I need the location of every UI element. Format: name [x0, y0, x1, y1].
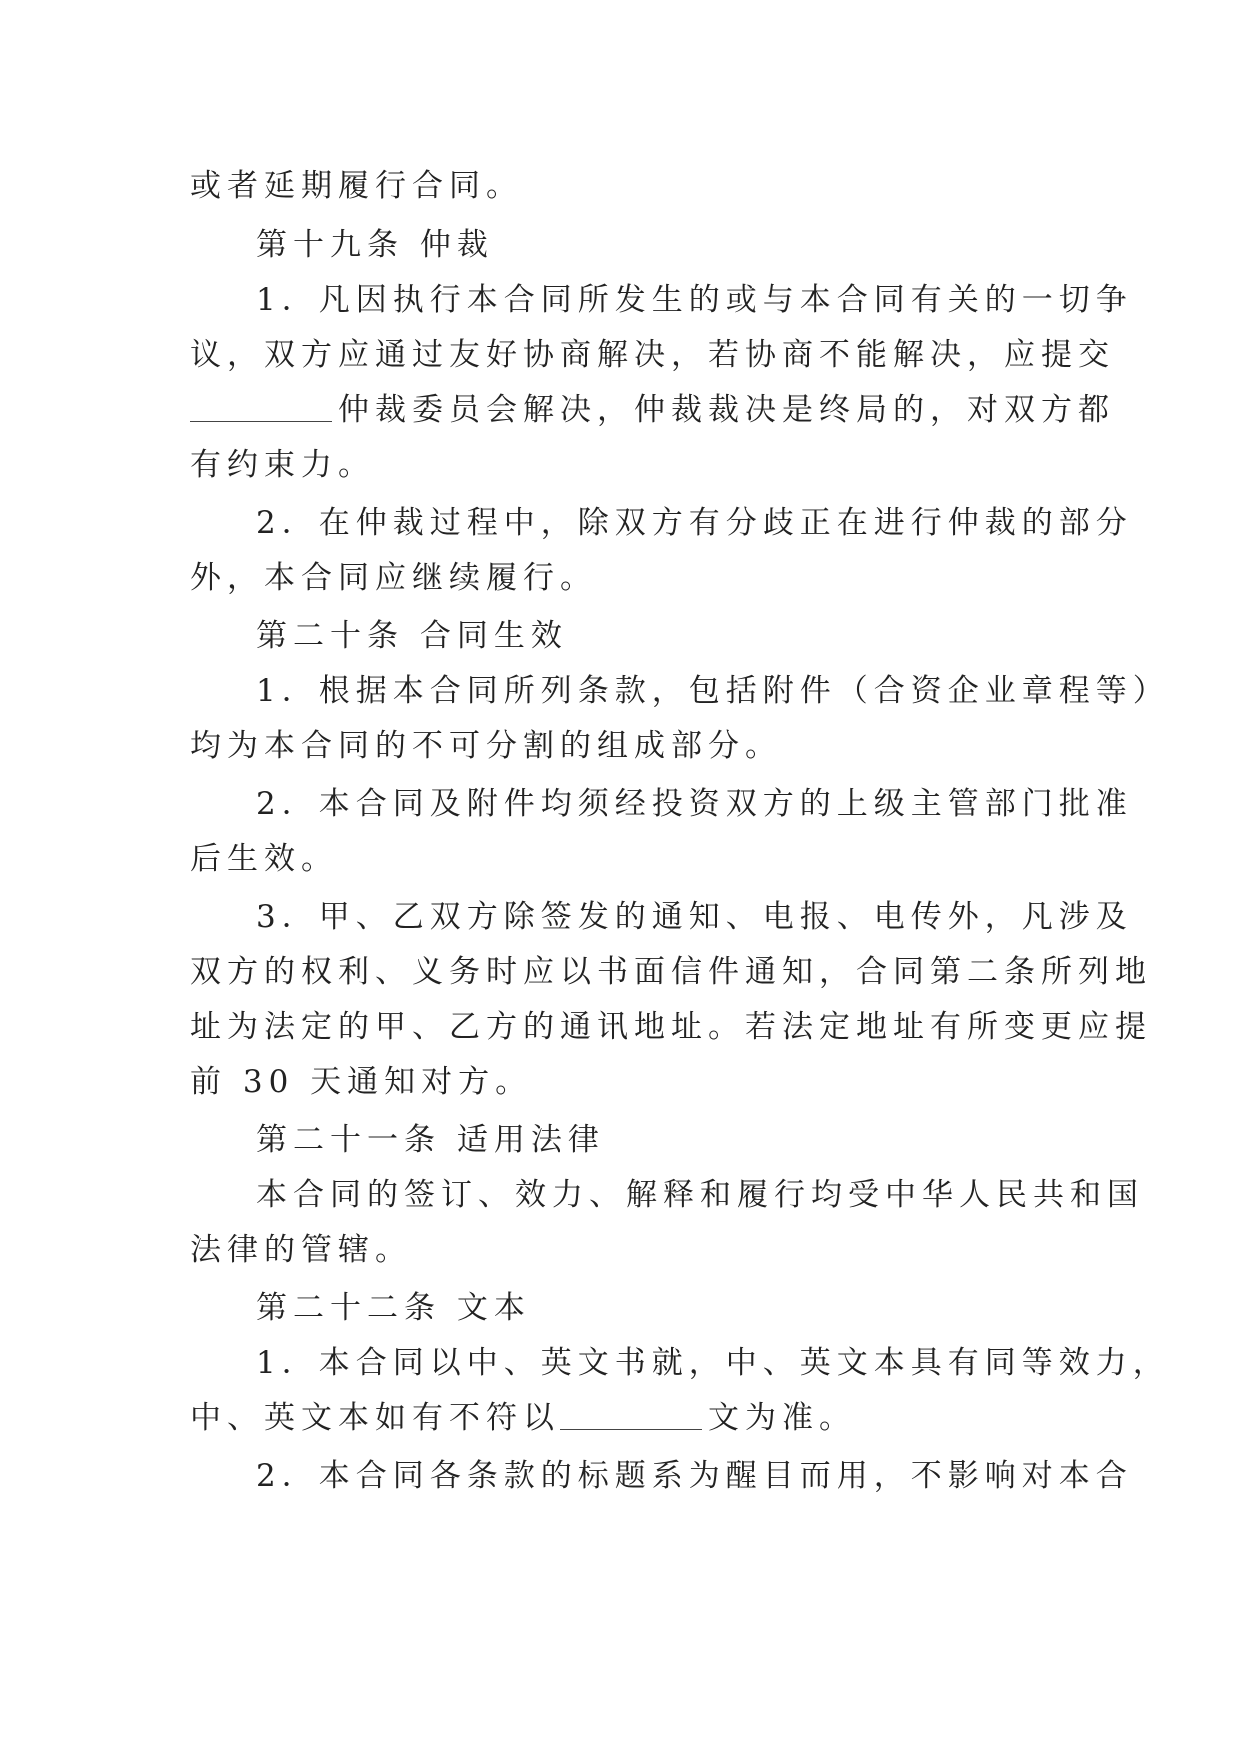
article-heading: 第二十二条 文本: [256, 1290, 531, 1326]
text-line: 双方的权利、义务时应以书面信件通知，合同第二条所列地: [190, 954, 1152, 990]
article-heading: 第二十一条 适用法律: [256, 1122, 605, 1158]
text-line: 均为本合同的不可分割的组成部分。: [190, 728, 782, 764]
article-heading: 第二十条 合同生效: [256, 618, 568, 654]
text-line: 后生效。: [190, 841, 338, 877]
text-line: 1．根据本合同所列条款，包括附件（合资企业章程等）: [256, 673, 1170, 709]
text-line: 2．本合同各条款的标题系为醒目而用，不影响对本合: [256, 1458, 1133, 1494]
text-line: 或者延期履行合同。: [190, 168, 523, 204]
text-line: 1．本合同以中、英文书就，中、英文本具有同等效力，: [256, 1345, 1170, 1381]
text-line: 外，本合同应继续履行。: [190, 560, 597, 596]
text-line-with-blank: [190, 1389, 856, 1447]
text-line: 址为法定的甲、乙方的通讯地址。若法定地址有所变更应提: [190, 1009, 1152, 1045]
text-line-with-blank: [190, 381, 1115, 439]
text-line: 2．在仲裁过程中，除双方有分歧正在进行仲裁的部分: [256, 505, 1133, 541]
text-line: 1．凡因执行本合同所发生的或与本合同有关的一切争: [256, 282, 1133, 318]
text-line: 前 30 天通知对方。: [190, 1064, 533, 1100]
text-segment: 中、英文本如有不符以: [190, 1400, 560, 1436]
text-segment: 仲裁委员会解决，仲裁裁决是终局的，对双方都: [338, 392, 1115, 428]
text-line: 3．甲、乙双方除签发的通知、电报、电传外，凡涉及: [256, 899, 1133, 935]
text-line: 2．本合同及附件均须经投资双方的上级主管部门批准: [256, 786, 1133, 822]
fill-in-blank: [190, 391, 332, 422]
text-line: 法律的管辖。: [190, 1232, 412, 1268]
text-line: 议，双方应通过友好协商解决，若协商不能解决，应提交: [190, 337, 1115, 373]
fill-in-blank: [560, 1399, 702, 1430]
text-line: 本合同的签订、效力、解释和履行均受中华人民共和国: [256, 1177, 1144, 1213]
text-segment: 文为准。: [708, 1400, 856, 1436]
article-heading: 第十九条 仲裁: [256, 227, 494, 263]
text-line: 有约束力。: [190, 447, 375, 483]
